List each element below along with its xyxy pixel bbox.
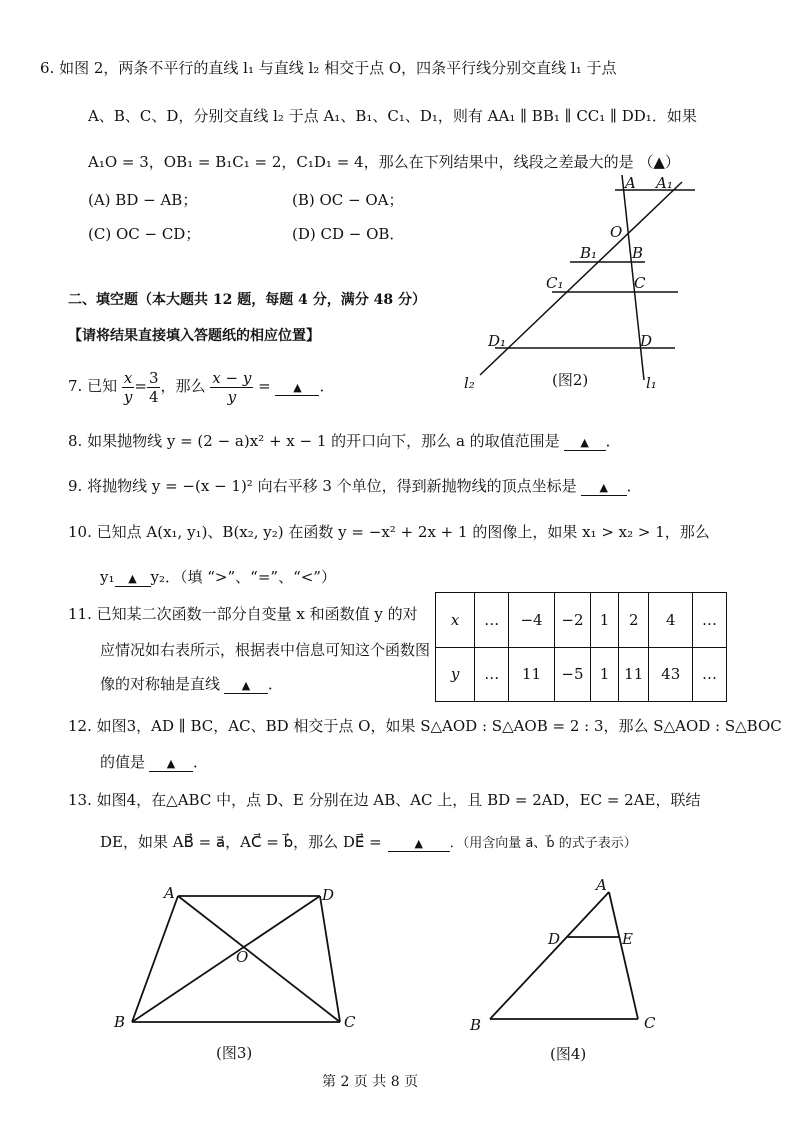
label-d: D xyxy=(548,930,561,948)
table-cell: −4 xyxy=(509,593,555,648)
q8 xyxy=(68,431,621,451)
q12-answer-blank[interactable]: ▲ xyxy=(149,757,193,772)
q9 xyxy=(68,476,642,496)
figure-2-caption: (图2) xyxy=(552,371,589,389)
table-cell: x xyxy=(436,593,475,648)
section-title: 二、填空题（本大题共 12 题，每题 4 分，满分 48 分） xyxy=(68,292,426,308)
section-note: 【请将结果直接填入答题纸的相应位置】 xyxy=(68,328,320,344)
q9-text: 9. 将抛物线 y = −(x − 1)² 向右平移 3 个单位，得到新抛物线的顶点坐标是 xyxy=(68,477,577,495)
q8-text: 8. 如果抛物线 y = (2 − a)x² + x − 1 的开口向下，那么 a 的取值范围是 xyxy=(68,432,560,450)
q11-end: ． xyxy=(268,675,284,693)
q10-y1: y₁ xyxy=(100,568,115,586)
q12-line2 xyxy=(100,752,208,772)
page-footer: 第 2 页 共 8 页 xyxy=(322,1074,419,1090)
segment-bd xyxy=(132,896,320,1022)
segment-ac xyxy=(178,896,340,1022)
q12-end: ． xyxy=(193,753,209,771)
label-a1: A₁ xyxy=(656,174,673,192)
q7-fraction-34: $\frac{3}{4}$ xyxy=(148,368,159,406)
table-cell: 4 xyxy=(649,593,693,648)
figure-4-caption: (图4) xyxy=(550,1045,587,1063)
q6-option-d: (D) CD − OB． xyxy=(292,225,405,243)
q7-fraction-target: $\frac{x - y}{y}$ xyxy=(212,368,252,406)
q13-line2-end: ．（用含向量 a⃗、b⃗ 的式子表示） xyxy=(449,836,637,851)
segment-ab xyxy=(132,896,178,1022)
q11-value-table xyxy=(435,592,727,702)
q8-end: ． xyxy=(605,432,621,450)
table-cell: 1 xyxy=(591,647,619,702)
q7 xyxy=(68,367,334,406)
segment-ab xyxy=(490,892,609,1019)
label-o: O xyxy=(236,948,249,966)
label-d: D xyxy=(640,332,653,350)
table-cell: 43 xyxy=(649,647,693,702)
q11-line3-text: 像的对称轴是直线 xyxy=(100,675,221,693)
label-c1: C₁ xyxy=(546,274,564,292)
table-cell: 1 xyxy=(591,593,619,648)
label-a: A xyxy=(596,876,607,894)
q13-answer-blank[interactable]: ▲ xyxy=(388,837,450,852)
q11-answer-blank[interactable]: ▲ xyxy=(224,679,268,694)
figure-2 xyxy=(460,170,700,395)
figure-4 xyxy=(466,876,676,1066)
q11-line2: 应情况如右表所示，根据表中信息可知这个函数图 xyxy=(100,641,431,659)
q7-end: ． xyxy=(319,377,335,395)
q7-equals2: = xyxy=(253,377,276,395)
q12-line1: 12. 如图3，AD ∥ BC，AC、BD 相交于点 O，如果 S△AOD : S△AOB = 2 : 3，那么 S△AOD : S△BOC xyxy=(68,717,782,735)
label-c: C xyxy=(644,1014,656,1032)
figure-3 xyxy=(110,880,370,1065)
table-cell: … xyxy=(475,593,509,648)
q10-y2: y₂．（填 “>”、“=”、“<”） xyxy=(150,568,336,586)
table-cell: 11 xyxy=(509,647,555,702)
q10-line2 xyxy=(100,567,336,587)
label-b1: B₁ xyxy=(580,244,598,262)
q6-line3: A₁O = 3，OB₁ = B₁C₁ = 2，C₁D₁ = 4，那么在下列结果中，线段之差最大的是 （▲） xyxy=(88,153,680,171)
table-row-y xyxy=(436,647,727,702)
table-cell: … xyxy=(693,647,727,702)
segment-ac xyxy=(609,892,638,1019)
table-cell: … xyxy=(693,593,727,648)
q7-equals: = xyxy=(134,377,147,395)
q13-line2 xyxy=(100,832,637,854)
label-c: C xyxy=(634,274,646,292)
label-o: O xyxy=(610,223,623,241)
label-l2: l₂ xyxy=(464,374,475,392)
q7-fraction-xy: $\frac{x}{y}$ xyxy=(123,368,133,406)
q9-end: ． xyxy=(626,477,642,495)
q11-line3 xyxy=(100,674,283,694)
label-a: A xyxy=(625,174,636,192)
label-b: B xyxy=(632,244,644,262)
q13-line2-text: DE，如果 AB⃗ = a⃗，AC⃗ = b⃗，那么 DE⃗ = xyxy=(100,833,382,851)
table-cell: y xyxy=(436,647,475,702)
q12-line2-text: 的值是 xyxy=(100,753,146,771)
label-c: C xyxy=(344,1013,356,1031)
label-d: D xyxy=(322,886,335,904)
q7-mid: ，那么 xyxy=(160,377,206,395)
table-cell: −5 xyxy=(554,647,590,702)
label-b: B xyxy=(114,1013,126,1031)
figure-3-caption: (图3) xyxy=(216,1044,253,1062)
q7-answer-blank[interactable]: ▲ xyxy=(275,381,319,396)
q8-answer-blank[interactable]: ▲ xyxy=(564,436,606,451)
label-b: B xyxy=(470,1016,482,1034)
table-row-x xyxy=(436,593,727,648)
q6-option-c: (C) OC − CD； xyxy=(88,225,201,243)
q6-option-a: (A) BD − AB； xyxy=(88,191,198,209)
q6-line1: 6. 如图 2，两条不平行的直线 l₁ 与直线 l₂ 相交于点 O，四条平行线分别交直线 l₁ 于点 xyxy=(40,59,617,77)
q9-answer-blank[interactable]: ▲ xyxy=(581,481,627,496)
q13-line1: 13. 如图4，在△ABC 中，点 D、E 分别在边 AB、AC 上，且 BD = 2AD，EC = 2AE，联结 xyxy=(68,791,701,809)
table-cell: … xyxy=(475,647,509,702)
q10-answer-blank[interactable]: ▲ xyxy=(115,572,151,587)
label-l1: l₁ xyxy=(646,374,657,392)
segment-dc xyxy=(320,896,340,1022)
table-cell: 11 xyxy=(619,647,649,702)
table-cell: 2 xyxy=(619,593,649,648)
label-a: A xyxy=(164,884,175,902)
q7-prefix: 7. 已知 xyxy=(68,377,118,395)
q11-line1: 11. 已知某二次函数一部分自变量 x 和函数值 y 的对 xyxy=(68,605,418,623)
label-d1: D₁ xyxy=(488,332,507,350)
q10-line1: 10. 已知点 A(x₁, y₁)、B(x₂, y₂) 在函数 y = −x² + 2x + 1 的图像上，如果 x₁ > x₂ > 1，那么 xyxy=(68,523,710,541)
label-e: E xyxy=(622,930,633,948)
table-cell: −2 xyxy=(554,593,590,648)
q6-line2: A、B、C、D，分别交直线 l₂ 于点 A₁、B₁、C₁、D₁，则有 AA₁ ∥ BB₁ ∥ CC₁ ∥ DD₁．如果 xyxy=(88,107,697,125)
q6-option-b: (B) OC − OA； xyxy=(292,191,404,209)
